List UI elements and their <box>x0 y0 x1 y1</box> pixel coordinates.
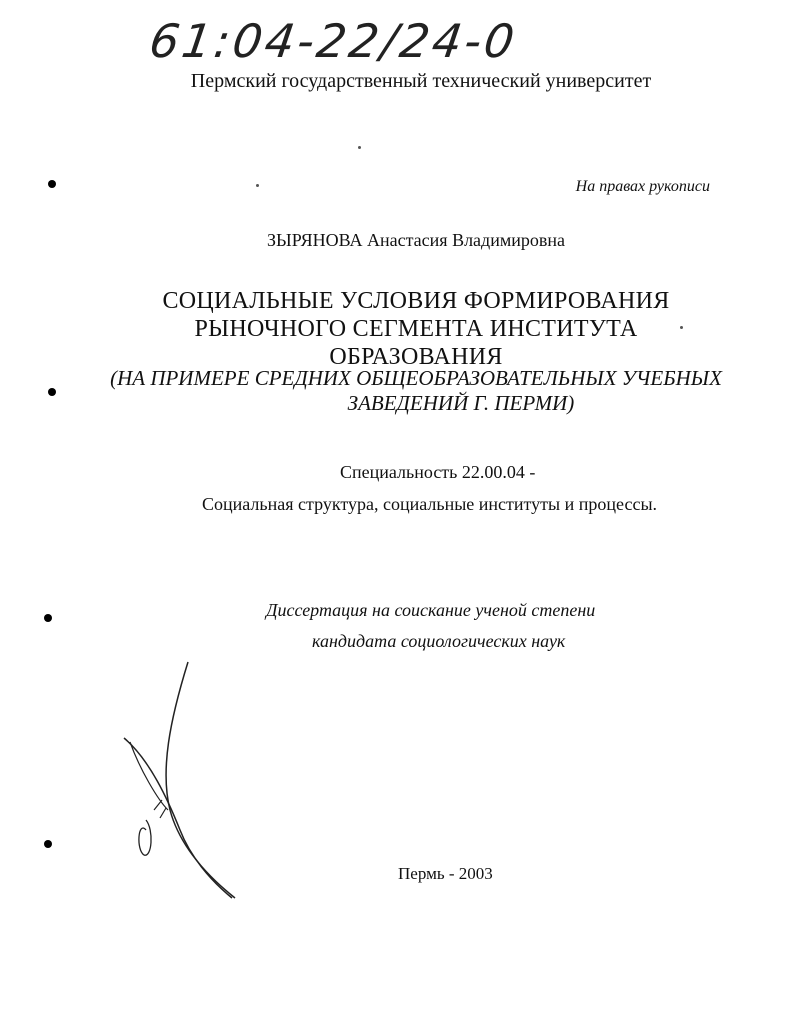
city-year: Пермь - 2003 <box>398 864 493 883</box>
subtitle-line: (НА ПРИМЕРЕ СРЕДНИХ ОБЩЕОБРАЗОВАТЕЛЬНЫХ УЧЕБНЫХ <box>110 366 722 390</box>
scan-dot <box>44 614 52 622</box>
title-line: РЫНОЧНОГО СЕГМЕНТА ИНСТИТУТА <box>194 316 638 342</box>
dissertation-title <box>0 287 792 371</box>
rights-note: На правах рукописи <box>575 178 710 195</box>
scan-dot <box>48 180 56 188</box>
author-name: ЗЫРЯНОВА Анастасия Владимировна <box>267 230 565 250</box>
scan-speck <box>358 146 361 149</box>
university-name: Пермский государственный технический университет <box>190 70 652 92</box>
specialty-name: Социальная структура, социальные институты и процессы. <box>202 494 658 514</box>
title-line: ОБРАЗОВАНИЯ <box>329 344 503 370</box>
scan-dot <box>44 840 52 848</box>
scan-speck <box>256 184 259 187</box>
dissertation-subtitle <box>0 366 792 416</box>
degree-line-1: Диссертация на соискание ученой степени <box>266 600 596 620</box>
signature-drawing <box>110 660 250 910</box>
subtitle-line: ЗАВЕДЕНИЙ Г. ПЕРМИ) <box>347 391 575 415</box>
degree-line-2: кандидата социологических наук <box>312 631 566 651</box>
archive-number: 61:04-22/24-0 <box>146 14 521 68</box>
specialty-code: Специальность 22.00.04 - <box>340 462 536 482</box>
title-line: СОЦИАЛЬНЫЕ УСЛОВИЯ ФОРМИРОВАНИЯ <box>162 288 670 314</box>
